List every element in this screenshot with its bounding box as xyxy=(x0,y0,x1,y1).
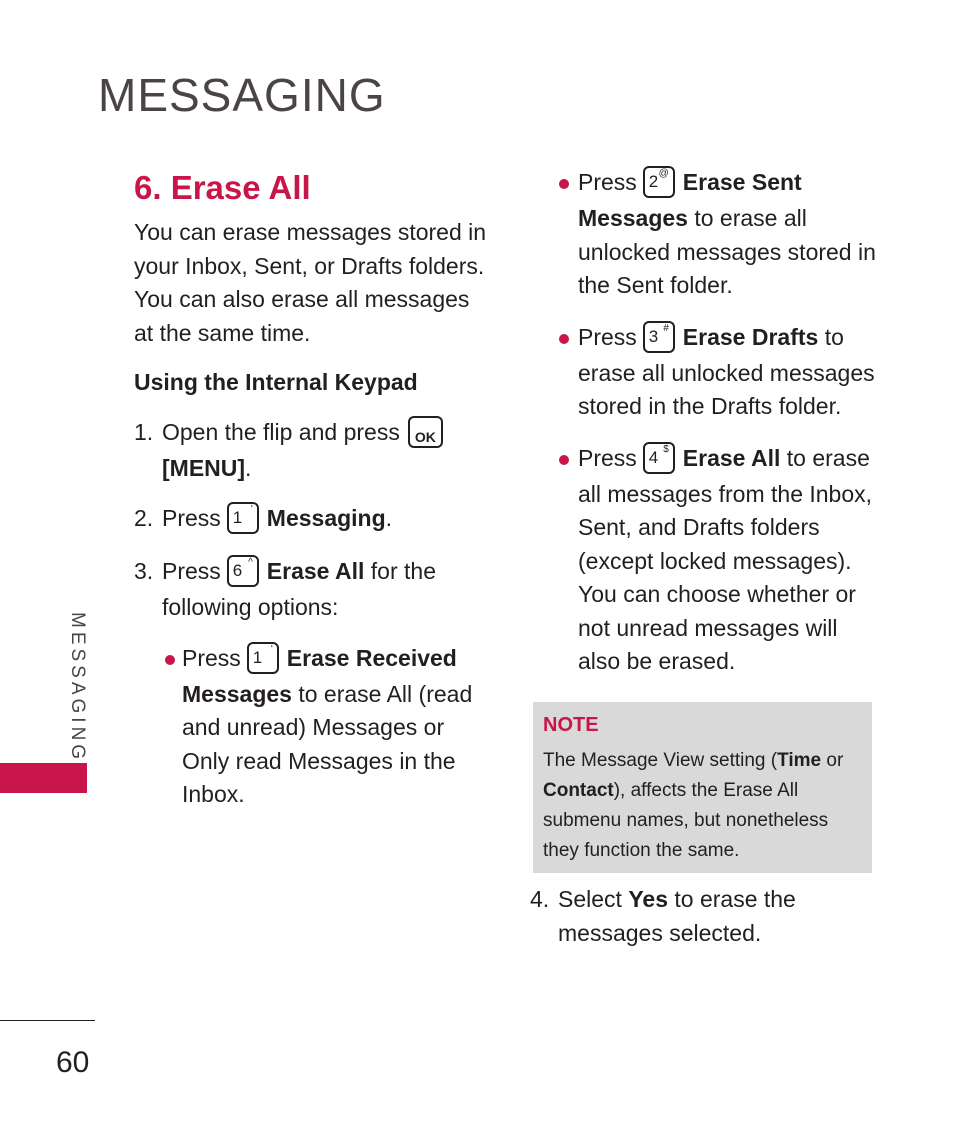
step-number: 4. xyxy=(530,886,550,912)
step-1: 1. Open the flip and press OK [MENU]. xyxy=(134,416,489,486)
bullet-dot-icon xyxy=(559,179,569,189)
erase-sent-label: Erase Sent Messages xyxy=(578,169,802,231)
step-text: Press xyxy=(162,505,221,532)
right-column xyxy=(556,166,886,697)
note-box xyxy=(533,702,872,873)
messaging-label: Messaging xyxy=(266,505,386,532)
step-number: 1. xyxy=(134,418,154,445)
note-text: The Message View setting (Time or Contact), affects the Erase All submenu names, but nonetheless they function the same. xyxy=(543,750,844,861)
menu-label: [MENU] xyxy=(162,454,246,481)
note-title: NOTE xyxy=(543,714,599,736)
footer-rule xyxy=(0,1020,95,1021)
step-2: 2. Press 1 ' Messaging. xyxy=(134,502,489,538)
bullet-dot-icon xyxy=(165,655,175,665)
left-column xyxy=(134,166,489,828)
section-title: 6. Erase All xyxy=(134,169,311,206)
step-number: 3. xyxy=(134,558,154,584)
bullet-dot-icon xyxy=(559,455,569,465)
ok-key-icon: OK xyxy=(408,416,443,448)
keypad-4-icon: 4 $ xyxy=(643,442,675,474)
erase-drafts-label: Erase Drafts xyxy=(682,323,819,350)
step-3: 3. Press 6 ^ Erase All for the following options: xyxy=(134,557,436,620)
step-number: 2. xyxy=(134,505,154,531)
erase-all-label: Erase All xyxy=(266,558,365,585)
step-4 xyxy=(530,882,850,950)
bullet-erase-sent: Press 2 @ Erase Sent Messages to erase all unlocked messages stored in the Sent folder. xyxy=(556,166,886,303)
erase-received-label: Erase Received Messages xyxy=(182,644,457,707)
intro-paragraph: You can erase messages stored in your Inbox, Sent, or Drafts folders. You can also erase all messages at the same time. xyxy=(134,219,487,346)
step-text: Select Yes to erase the messages selected. xyxy=(558,886,796,946)
keypad-2-icon: 2 @ xyxy=(643,166,675,198)
keypad-1-icon: 1 ' xyxy=(247,642,279,674)
side-section-label: MESSAGING xyxy=(67,612,88,764)
subheading-internal-keypad: Using the Internal Keypad xyxy=(134,369,418,395)
page-number: 60 xyxy=(56,1046,90,1079)
keypad-3-icon: 3 # xyxy=(643,321,675,353)
keypad-6-icon: 6 ^ xyxy=(227,555,259,587)
page-header-title: MESSAGING xyxy=(98,69,386,121)
step-text: Open the flip and press xyxy=(162,418,400,445)
bullet-dot-icon xyxy=(559,334,569,344)
keypad-1-icon: 1 ' xyxy=(227,502,259,534)
step-text: Press xyxy=(162,558,221,585)
side-tab-marker xyxy=(0,763,87,793)
erase-all-bullet-label: Erase All xyxy=(682,444,781,471)
bullet-erase-received: Press 1 ' Erase Received Messages to erase All (read and unread) Messages or Only read Messages in the Inbox. xyxy=(162,642,489,812)
bullet-erase-all: Press 4 $ Erase All to erase all messages from the Inbox, Sent, and Drafts folders (except locked messages). You can choose whether or not unread messages will also be erased. xyxy=(556,442,886,679)
bullet-erase-drafts: Press 3 # Erase Drafts to erase all unlocked messages stored in the Drafts folder. xyxy=(556,321,886,424)
